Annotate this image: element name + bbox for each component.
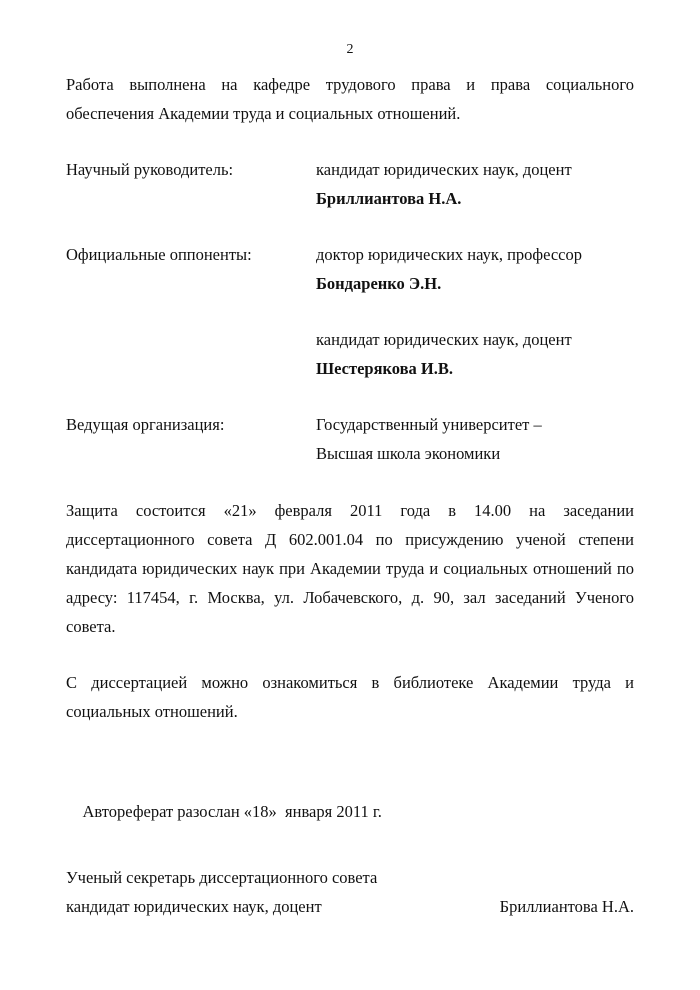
secretary-name: Бриллиантова Н.А. xyxy=(499,897,634,916)
sent-date: Автореферат разослан «18» января 2011 г. xyxy=(82,802,382,821)
intro-paragraph xyxy=(66,70,634,128)
lead-org-label: Ведущая организация: xyxy=(66,415,225,434)
page-number: 2 xyxy=(346,42,354,57)
library-paragraph xyxy=(66,668,634,726)
secretary-title-row xyxy=(66,863,634,892)
sent-row xyxy=(66,768,634,855)
defense-paragraph xyxy=(66,496,634,641)
defense-line: адресу: 117454, г. Москва, ул. Лобачевского, д. 90, зал заседаний Ученого xyxy=(66,588,634,607)
defense-line: совета. xyxy=(66,617,116,636)
secretary-signature-row xyxy=(66,892,634,921)
opponent-2-degree: кандидат юридических наук, доцент xyxy=(316,330,572,349)
supervisor-label: Научный руководитель: xyxy=(66,160,234,179)
supervisor-degree: кандидат юридических наук, доцент xyxy=(316,160,572,179)
opponent-1-degree: доктор юридических наук, профессор xyxy=(316,245,583,264)
opponent-1-name: Бондаренко Э.Н. xyxy=(316,274,442,293)
secretary-degree: кандидат юридических наук, доцент xyxy=(66,897,322,916)
library-line: С диссертацией можно ознакомиться в библиотеке Академии труда и xyxy=(66,673,634,692)
secretary-title: Ученый секретарь диссертационного совета xyxy=(66,868,378,887)
defense-line: Защита состоится «21» февраля 2011 года в 14.00 на заседании xyxy=(66,501,634,520)
opponents-label: Официальные оппоненты: xyxy=(66,245,252,264)
intro-line: Работа выполнена на кафедре трудового права и права социального xyxy=(66,75,634,94)
library-line: социальных отношений. xyxy=(66,702,238,721)
defense-line: кандидата юридических наук при Академии труда и социальных отношений по xyxy=(66,559,634,578)
lead-org-line2: Высшая школа экономики xyxy=(316,444,501,463)
supervisor-name: Бриллиантова Н.А. xyxy=(316,189,462,208)
opponent-2-name: Шестерякова И.В. xyxy=(316,359,454,378)
intro-line: обеспечения Академии труда и социальных отношений. xyxy=(66,104,461,123)
defense-line: диссертационного совета Д 602.001.04 по присуждению ученой степени xyxy=(66,530,634,549)
lead-org-line1: Государственный университет – xyxy=(316,415,542,434)
